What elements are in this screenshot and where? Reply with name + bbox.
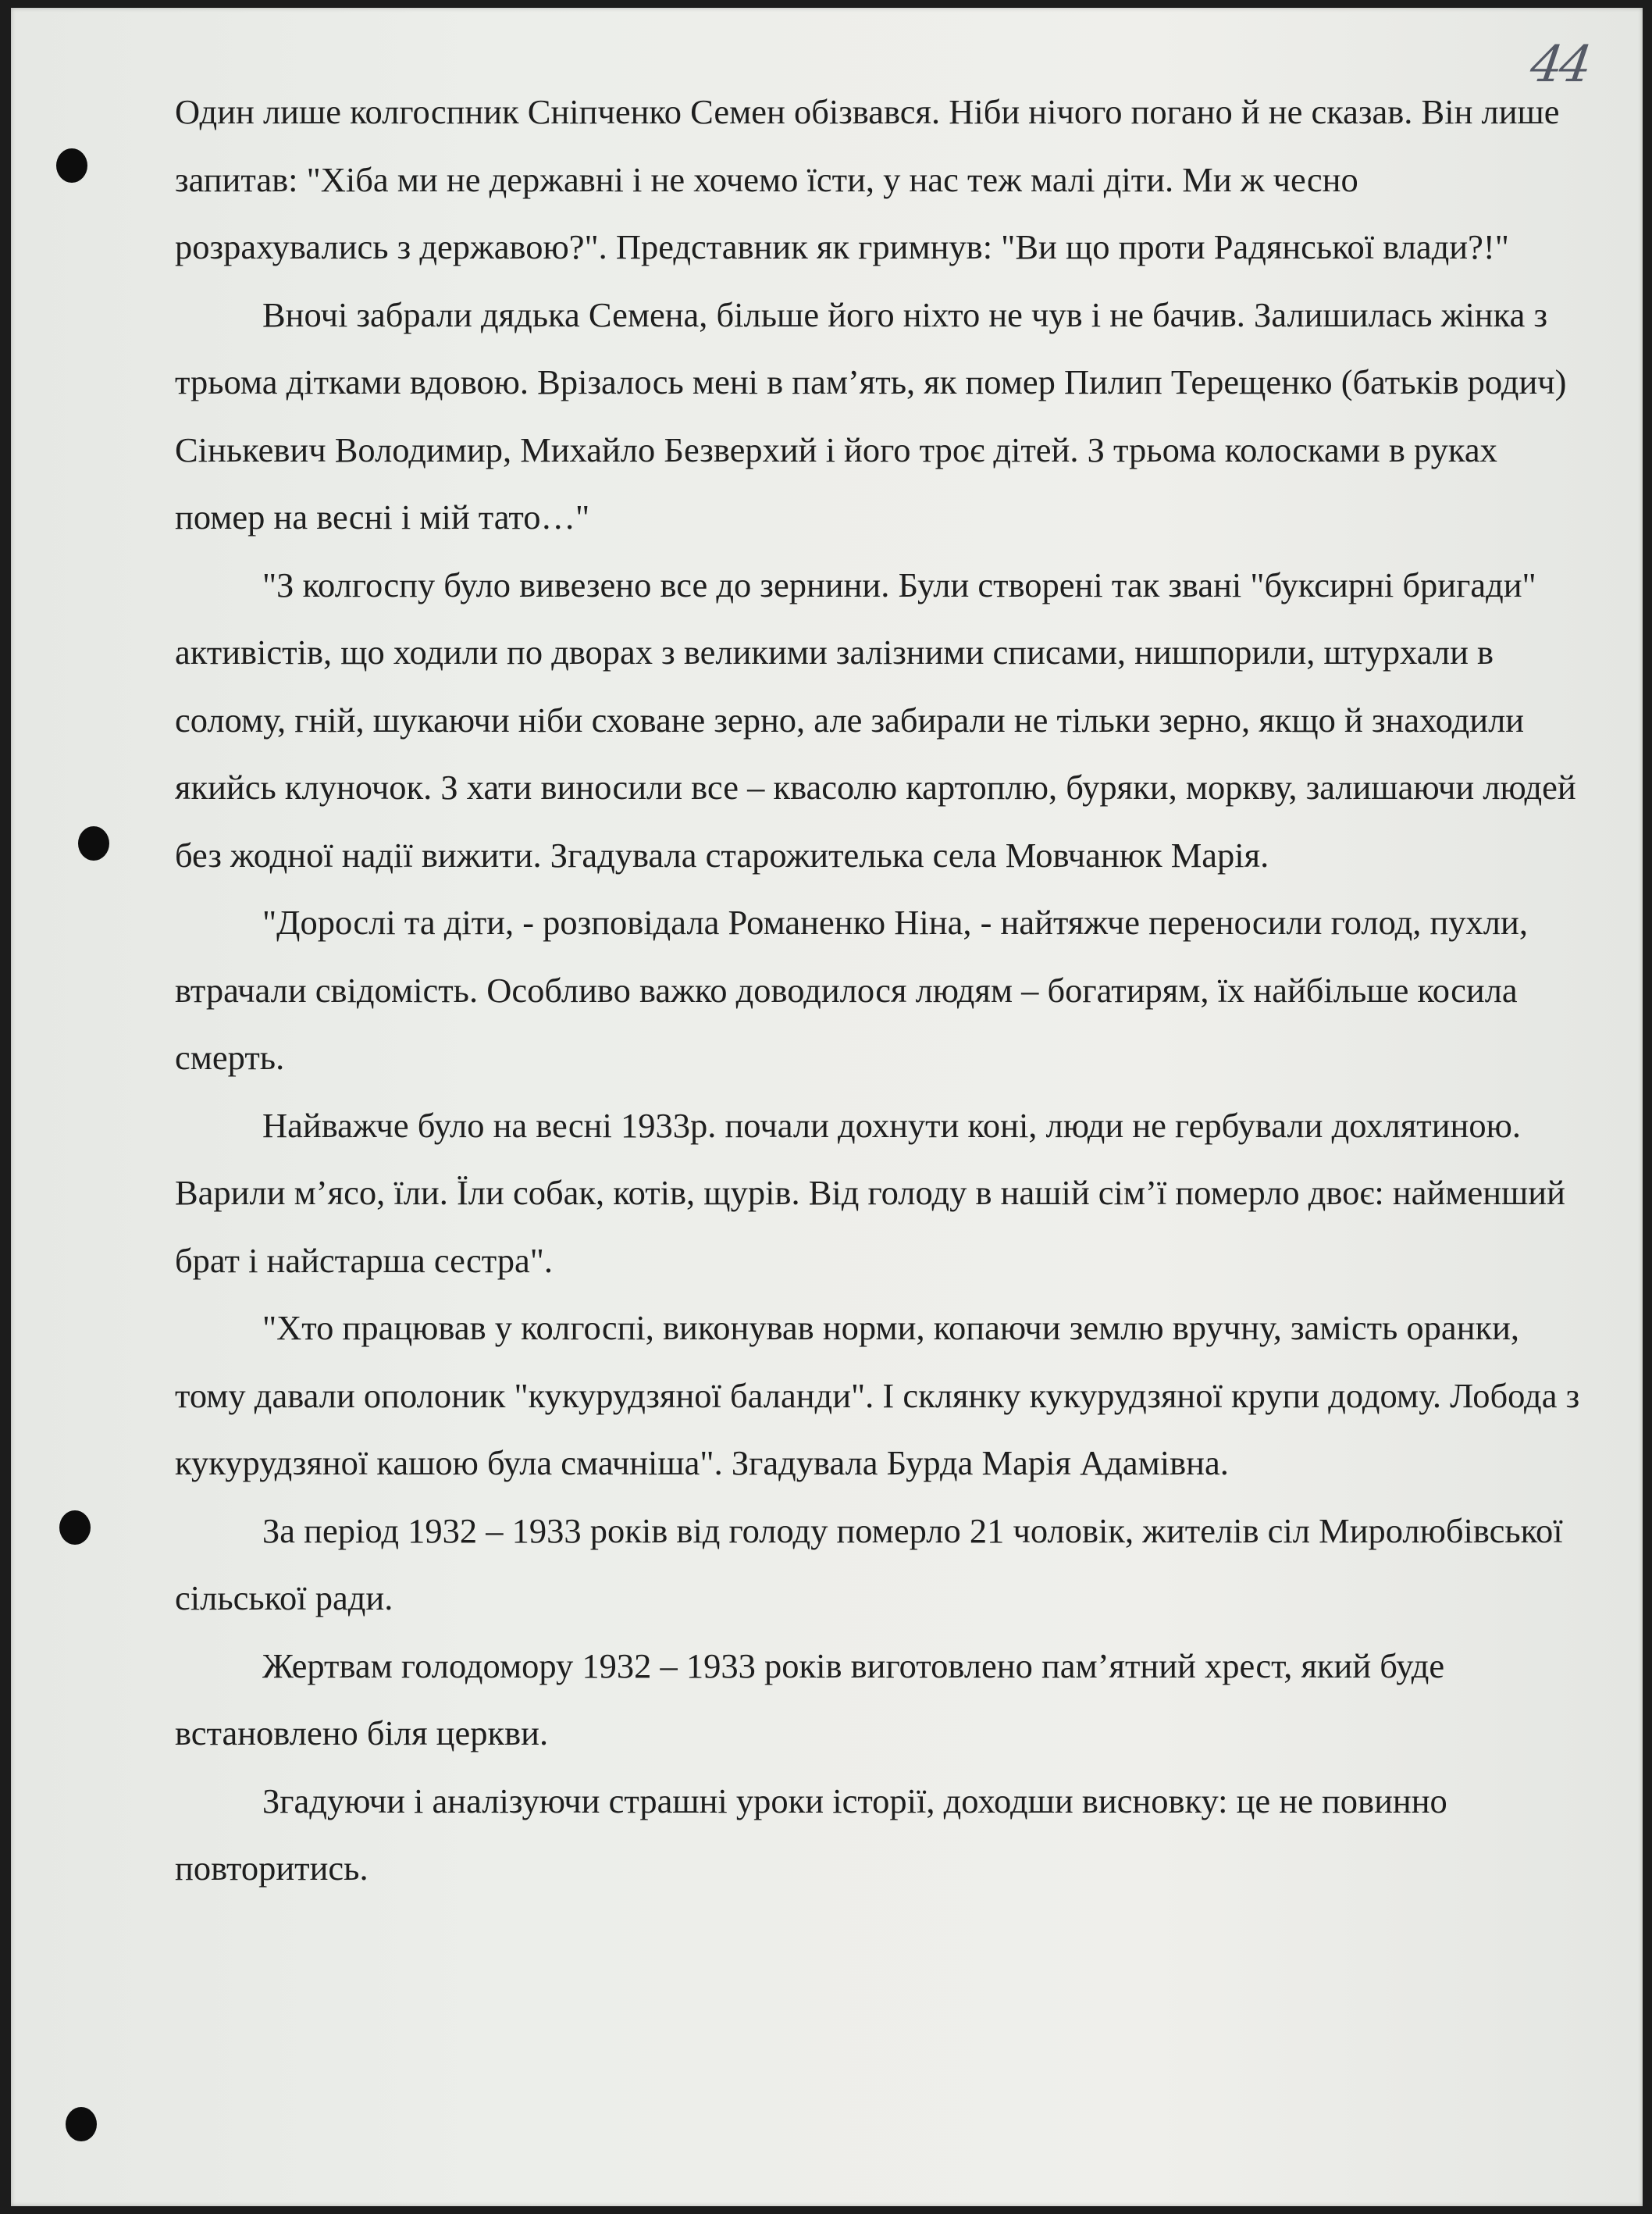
- punch-hole-4: [66, 2107, 97, 2141]
- punch-hole-1: [56, 148, 87, 183]
- paragraph: "Дорослі та діти, - розповідала Романенко Ніна, - найтяжче переносили голод, пухли, втрачали свідомість. Особливо важко доводилося людям – богатирям, їх найбільше косила смерть.: [175, 903, 1528, 1077]
- paragraph: Вночі забрали дядька Семена, більше його ніхто не чув і не бачив. Залишилась жінка з трьома дітками вдовою. Врізалось мені в пам’ять, як помер Пилип Терещенко (батьків родич) Сінькевич Володимир, Михайло Безверхий і його троє дітей. З трьома колосками в руках помер на весні і мій тато…": [175, 294, 1567, 537]
- paragraph: "Хто працював у колгоспі, виконував норми, копаючи землю вручну, замість оранки, тому давали ополоник "кукурудзяної баланди". І склянку кукурудзяної крупи додому. Лобода з кукурудзяної кашою була смачніша". Згадувала Бурда Марія Адамівна.: [175, 1308, 1580, 1482]
- punch-hole-2: [78, 826, 109, 861]
- punch-hole-3: [59, 1510, 91, 1545]
- paragraph: За період 1932 – 1933 років від голоду померло 21 чоловік, жителів сіл Миролюбівської сільської ради.: [175, 1510, 1563, 1617]
- document-body: [175, 78, 1580, 1902]
- paragraph: Найважче було на весні 1933р. почали дохнути коні, люди не гербували дохлятиною. Варили м’ясо, їли. Їли собак, котів, щурів. Від голоду в нашій сім’ї померло двоє: найменший брат і найстарша сестра".: [175, 1105, 1565, 1280]
- paragraph: "З колгоспу було вивезено все до зернини. Були створені так звані "буксирні бригади" активістів, що ходили по дворах з великими залізними списами, нишпорили, штурхали в солому, гній, шукаючи ніби сховане зерно, але забирали не тільки зерно, якщо й знаходили якийсь клуночок. З хати виносили все – квасолю картоплю, буряки, моркву, залишаючи людей без жодної надії вижити. Згадувала старожителька села Мовчанюк Марія.: [175, 565, 1576, 875]
- handwritten-page-number: 44: [1526, 36, 1593, 94]
- paragraph: Один лише колгоспник Сніпченко Семен обізвався. Ніби нічого погано й не сказав. Він лише запитав: "Хіба ми не державні і не хочемо їсти, у нас теж малі діти. Ми ж чесно розрахувались з державою?". Представник як гримнув: "Ви що проти Радянської влади?!": [175, 92, 1560, 266]
- paragraph: Згадуючи і аналізуючи страшні уроки історії, доходши висновку: це не повинно повторитись.: [175, 1781, 1447, 1888]
- paragraph: Жертвам голодомору 1932 – 1933 років виготовлено пам’ятний хрест, який буде встановлено біля церкви.: [175, 1645, 1445, 1752]
